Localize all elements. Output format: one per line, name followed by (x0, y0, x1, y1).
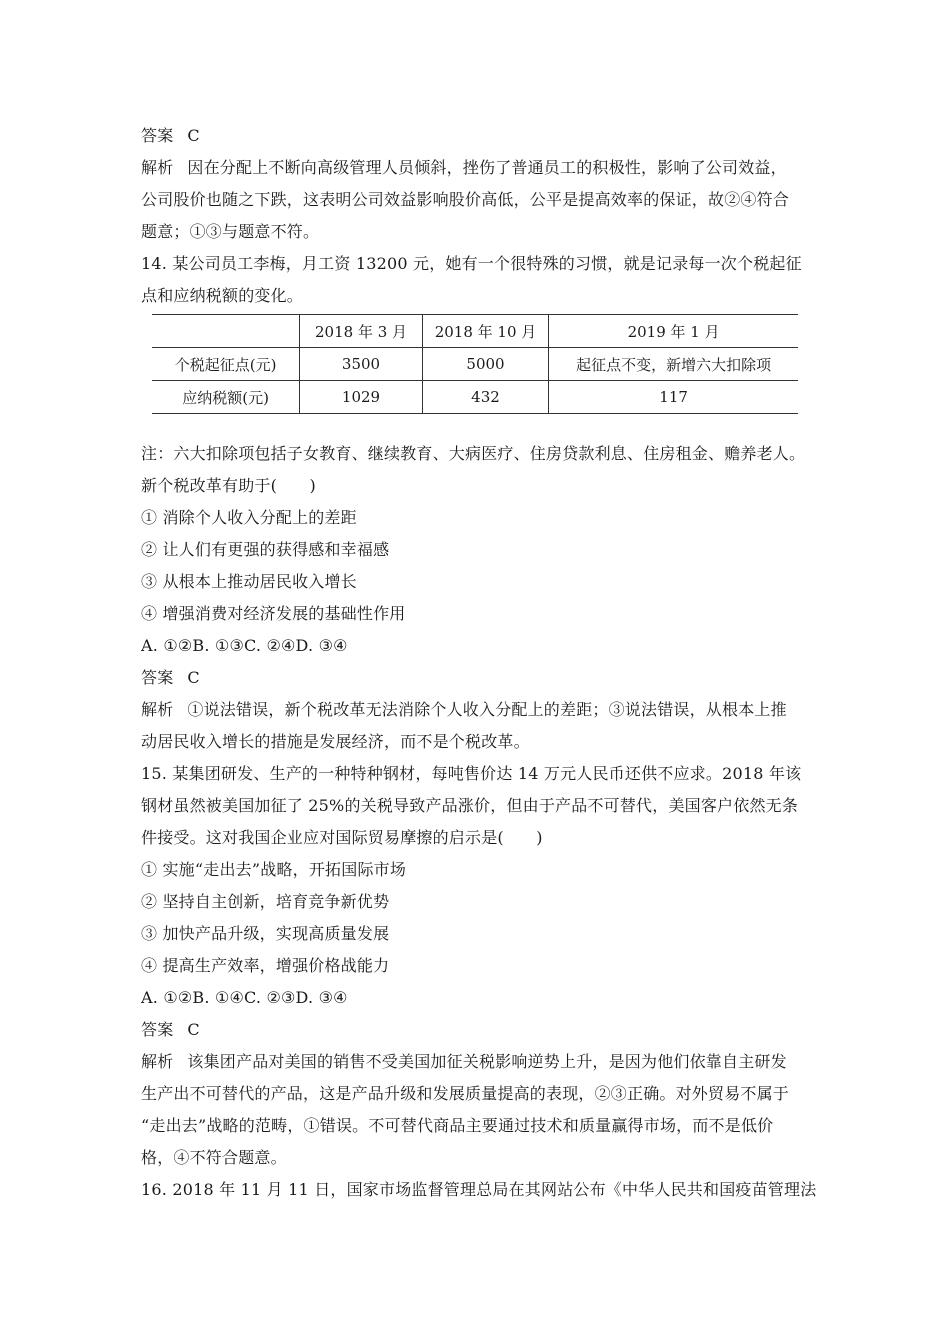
q13-analysis-line-3: 题意；①③与题意不符。 (141, 222, 320, 241)
tax-table (152, 314, 798, 414)
q15-option-2: ② 坚持自主创新，培育竞争新优势 (141, 892, 390, 911)
analysis-text: 该集团产品对美国的销售不受美国加征关税影响逆势上升，是因为他们依靠自主研发 (187, 1052, 787, 1071)
table-cell: 2018 年 3 月 (300, 315, 423, 348)
q15-stem-line-2: 钢材虽然被美国加征了 25%的关税导致产品涨价，但由于产品不可替代，美国客户依然无条 (141, 796, 799, 815)
q14-answer-line (141, 667, 821, 689)
analysis-label: 解析 (141, 700, 174, 719)
answer-label: 答案 (141, 126, 174, 145)
answer-value: C (187, 1020, 200, 1039)
q15-option-3: ③ 加快产品升级，实现高质量发展 (141, 924, 390, 943)
q14-stem-line-2: 点和应纳税额的变化。 (141, 286, 304, 305)
analysis-label: 解析 (141, 1052, 174, 1071)
q15-analysis-line-1 (141, 1051, 821, 1073)
q15-stem-line-3: 件接受。这对我国企业应对国际贸易摩擦的启示是( ) (141, 828, 543, 847)
table-cell: 3500 (300, 348, 423, 381)
table-cell: 2019 年 1 月 (549, 315, 798, 348)
q15-analysis-line-2: 生产出不可替代的产品，这是产品升级和发展质量提高的表现，②③正确。对外贸易不属于 (141, 1084, 790, 1103)
q14-note: 注：六大扣除项包括子女教育、继续教育、大病医疗、住房贷款利息、住房租金、赡养老人。 (141, 444, 806, 463)
table-cell: 117 (549, 381, 798, 414)
q15-choices: A. ①②B. ①④C. ②③D. ③④ (141, 988, 348, 1007)
answer-value: C (187, 126, 200, 145)
q15-option-4: ④ 提高生产效率，增强价格战能力 (141, 956, 390, 975)
q15-option-1: ① 实施“走出去”战略，开拓国际市场 (141, 860, 407, 879)
table-cell: 5000 (422, 348, 548, 381)
q14-choices: A. ①②B. ①③C. ②④D. ③④ (141, 636, 348, 655)
analysis-label: 解析 (141, 158, 174, 177)
q15-answer-line (141, 1019, 821, 1041)
table-header-row (152, 315, 798, 348)
analysis-text: 因在分配上不断向高级管理人员倾斜，挫伤了普通员工的积极性，影响了公司效益， (187, 158, 787, 177)
q14-analysis-line-2: 动居民收入增长的措施是发展经济，而不是个税改革。 (141, 732, 530, 751)
q14-option-1: ① 消除个人收入分配上的差距 (141, 508, 357, 527)
q14-option-4: ④ 增强消费对经济发展的基础性作用 (141, 604, 406, 623)
table-cell: 起征点不变，新增六大扣除项 (549, 348, 798, 381)
q13-answer-line (141, 125, 821, 147)
q16-stem-line-1: 16. 2018 年 11 月 11 日，国家市场监督管理总局在其网站公布《中华人民共和国疫苗管理法 (141, 1180, 817, 1199)
table-cell: 432 (422, 381, 548, 414)
q13-analysis-line-1 (141, 157, 821, 179)
q14-analysis-line-1 (141, 699, 821, 721)
table-cell: 1029 (300, 381, 423, 414)
q14-stem-line-1: 14. 某公司员工李梅，月工资 13200 元，她有一个很特殊的习惯，就是记录每一次个税起征 (141, 254, 802, 273)
table-cell (152, 315, 300, 348)
table-cell: 个税起征点(元) (152, 348, 300, 381)
answer-value: C (187, 668, 200, 687)
q13-analysis-line-2: 公司股价也随之下跌，这表明公司效益影响股价高低，公平是提高效率的保证，故②④符合 (141, 190, 790, 209)
table-row (152, 381, 798, 414)
q15-analysis-line-4: 格，④不符合题意。 (141, 1148, 287, 1167)
q15-analysis-line-3: “走出去”战略的范畴，①错误。不可替代商品主要通过技术和质量赢得市场，而不是低价 (141, 1116, 774, 1135)
table-row (152, 348, 798, 381)
q14-option-3: ③ 从根本上推动居民收入增长 (141, 572, 357, 591)
answer-label: 答案 (141, 1020, 174, 1039)
answer-label: 答案 (141, 668, 174, 687)
table-cell: 应纳税额(元) (152, 381, 300, 414)
q15-stem-line-1: 15. 某集团研发、生产的一种特种钢材，每吨售价达 14 万元人民币还供不应求。2018 年该 (141, 764, 802, 783)
q14-question: 新个税改革有助于( ) (141, 476, 316, 495)
table-cell: 2018 年 10 月 (422, 315, 548, 348)
q14-option-2: ② 让人们有更强的获得感和幸福感 (141, 540, 390, 559)
analysis-text: ①说法错误，新个税改革无法消除个人收入分配上的差距；③说法错误，从根本上推 (187, 700, 787, 719)
